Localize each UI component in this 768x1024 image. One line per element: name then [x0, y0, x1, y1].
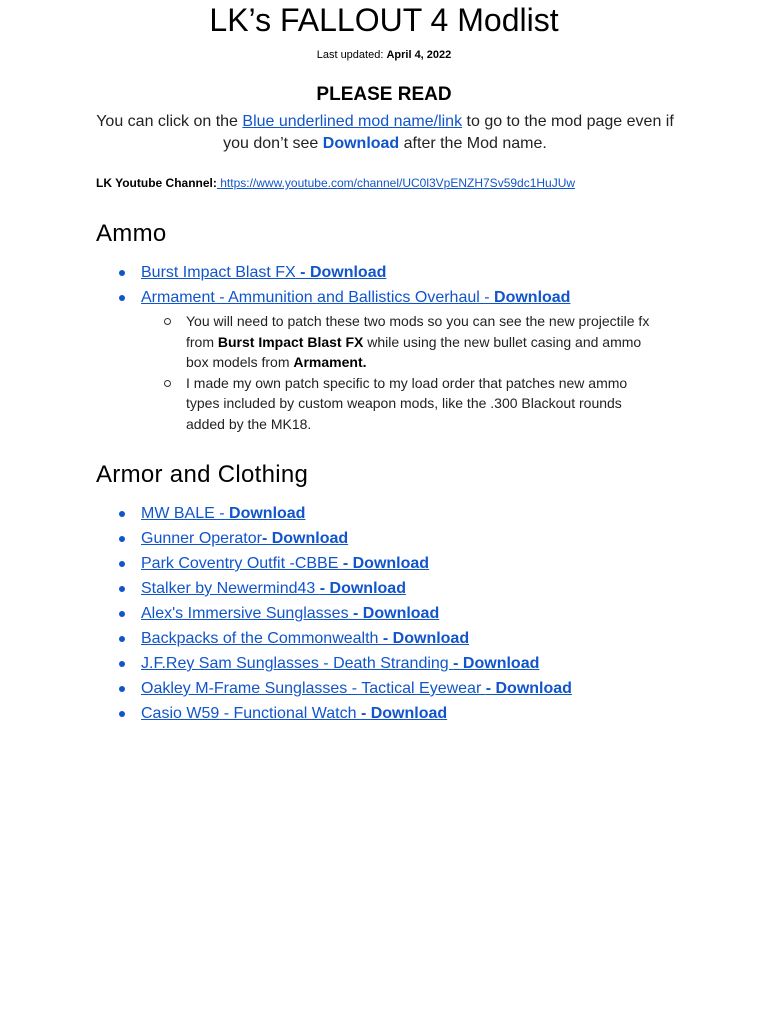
section-heading-ammo: Ammo [96, 220, 167, 247]
mod-name-link[interactable]: Gunner Operator [141, 530, 262, 547]
mod-name-link[interactable]: Burst Impact Blast FX [141, 264, 296, 281]
bullet-icon [119, 295, 125, 301]
download-link[interactable]: - Download [353, 605, 440, 622]
note-text: I made my own patch specific to my load order that patches new ammo types included by custom weapon mods, like the .300 Blackout rounds added by the MK18. [186, 374, 628, 432]
page-title: LK’s FALLOUT 4 Modlist [209, 2, 559, 38]
last-updated-label: Last updated: [316, 49, 384, 61]
youtube-channel-line [96, 174, 575, 192]
note-bold-text: Armament. [293, 354, 367, 370]
note-text: You will need to patch these two mods so you can see the new projectile fx from [186, 313, 650, 350]
ammo-mod-list [116, 260, 696, 434]
intro-text-1: You can click on the [96, 113, 243, 130]
circle-bullet-icon [164, 380, 171, 387]
bullet-icon [119, 711, 125, 717]
download-link[interactable]: - Download [261, 530, 349, 547]
mod-name-link[interactable]: Backpacks of the Commonwealth [141, 630, 383, 647]
bullet-icon [119, 536, 125, 542]
download-link[interactable]: - Download [485, 680, 572, 697]
bullet-icon [119, 561, 125, 567]
note-bold-text: Burst Impact Blast FX [217, 333, 364, 350]
armor-mod-list [116, 501, 696, 726]
download-link[interactable]: - Download [360, 705, 448, 722]
mod-name-link[interactable]: Stalker by Newermind43 [141, 580, 320, 597]
mod-item[interactable] [116, 626, 696, 651]
download-link[interactable]: Download [494, 289, 571, 306]
mod-name-link[interactable]: Alex's Immersive Sunglasses [141, 605, 354, 622]
bullet-icon [119, 586, 125, 592]
mod-item[interactable] [116, 651, 696, 676]
bullet-icon [119, 270, 125, 276]
mod-name-link[interactable]: MW BALE - [141, 505, 230, 522]
last-updated-date: April 4, 2022 [386, 49, 452, 61]
download-link[interactable]: Download [229, 505, 306, 522]
download-link[interactable]: - Download [295, 264, 387, 281]
mod-name-link[interactable]: Armament - Ammunition and Ballistics Overhaul - [141, 289, 495, 306]
mod-item[interactable] [116, 285, 696, 434]
download-link[interactable]: - Download [382, 630, 470, 647]
intro-link[interactable]: Blue underlined mod name/link [242, 113, 463, 130]
ammo-notes-list [161, 311, 661, 434]
mod-item[interactable] [116, 601, 696, 626]
note-text: while using the new bullet casing and ammo box models from [186, 333, 642, 370]
mod-item[interactable] [116, 260, 696, 285]
mod-item[interactable] [116, 526, 696, 551]
download-link[interactable]: - Download [342, 555, 430, 572]
youtube-channel-link[interactable]: https://www.youtube.com/channel/UC0l3VpENZH7Sv59dc1HuJUw [216, 176, 576, 190]
download-link[interactable]: - Download [453, 655, 540, 672]
intro-text-3: after the Mod name. [399, 135, 547, 152]
mod-item[interactable] [116, 576, 696, 601]
last-updated [0, 47, 768, 63]
bullet-icon [119, 636, 125, 642]
note-item [161, 311, 661, 373]
circle-bullet-icon [164, 318, 171, 325]
bullet-icon [119, 611, 125, 617]
mod-item[interactable] [116, 701, 696, 726]
bullet-icon [119, 686, 125, 692]
mod-item[interactable] [116, 551, 696, 576]
youtube-channel-label: LK Youtube Channel: [96, 176, 217, 190]
note-item [161, 373, 661, 435]
bullet-icon [119, 661, 125, 667]
intro-text-2: to go to the mod page even if you don’t see [223, 113, 674, 152]
please-read-heading: PLEASE READ [316, 84, 452, 105]
download-link[interactable]: - Download [319, 580, 406, 597]
mod-name-link[interactable]: Oakley M-Frame Sunglasses - Tactical Eyewear [141, 680, 486, 697]
intro-paragraph [90, 111, 680, 155]
mod-name-link[interactable]: J.F.Rey Sam Sunglasses - Death Stranding [141, 655, 454, 672]
mod-item[interactable] [116, 676, 696, 701]
mod-name-link[interactable]: Casio W59 - Functional Watch [141, 705, 361, 722]
bullet-icon [119, 511, 125, 517]
intro-download-word: Download [322, 135, 400, 152]
mod-name-link[interactable]: Park Coventry Outfit -CBBE [141, 555, 343, 572]
mod-item[interactable] [116, 501, 696, 526]
section-heading-armor: Armor and Clothing [96, 461, 309, 488]
